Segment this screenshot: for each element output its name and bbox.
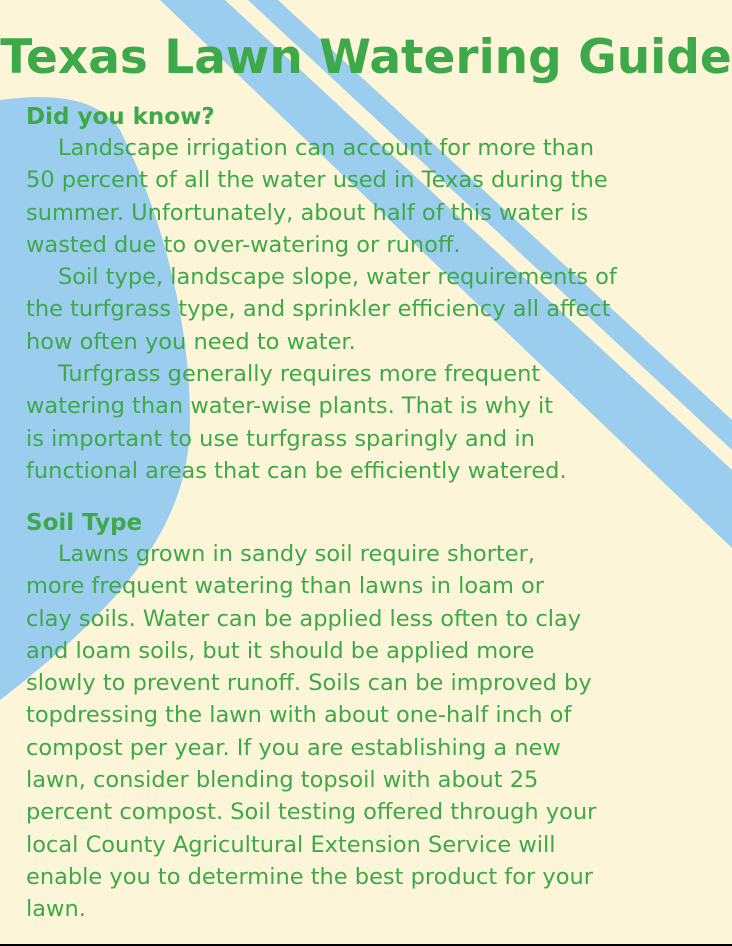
page-title: Texas Lawn Watering Guide bbox=[0, 30, 732, 85]
paragraph bbox=[26, 538, 716, 926]
text-line: how often you need to water. bbox=[26, 328, 356, 355]
text-line: topdressing the lawn with about one-half inch of bbox=[26, 702, 572, 729]
text-line: Soil type, landscape slope, water requirements of bbox=[58, 264, 617, 291]
section-heading: Soil Type bbox=[26, 510, 143, 536]
text-line: functional areas that can be efficiently watered. bbox=[26, 457, 567, 484]
text-line: and loam soils, but it should be applied more bbox=[26, 637, 535, 664]
text-line: enable you to determine the best product for your bbox=[26, 863, 593, 890]
section-heading: Did you know? bbox=[26, 104, 215, 130]
paragraph bbox=[26, 358, 716, 487]
text-line: the turfgrass type, and sprinkler efficiency all affect bbox=[26, 296, 611, 323]
text-line: compost per year. If you are establishing a new bbox=[26, 734, 561, 761]
text-line: clay soils. Water can be applied less often to clay bbox=[26, 605, 582, 632]
text-line: Turfgrass generally requires more frequent bbox=[58, 361, 541, 388]
text-line: wasted due to over-watering or runoff. bbox=[26, 231, 461, 258]
text-line: lawn. bbox=[26, 896, 86, 923]
section-soil-type bbox=[26, 508, 716, 926]
paragraph bbox=[26, 132, 716, 261]
text-line: watering than water-wise plants. That is why it bbox=[26, 393, 554, 420]
text-line: local County Agricultural Extension Service will bbox=[26, 831, 556, 858]
paragraph bbox=[26, 261, 716, 358]
text-line: is important to use turfgrass sparingly and in bbox=[26, 425, 535, 452]
text-line: summer. Unfortunately, about half of this water is bbox=[26, 199, 589, 226]
text-line: lawn, consider blending topsoil with about 25 bbox=[26, 767, 539, 794]
text-line: Lawns grown in sandy soil require shorter, bbox=[58, 541, 536, 567]
text-line: 50 percent of all the water used in Texas during the bbox=[26, 167, 608, 194]
text-line: percent compost. Soil testing offered through your bbox=[26, 799, 597, 826]
text-line: more frequent watering than lawns in loam or bbox=[26, 573, 545, 600]
text-line: slowly to prevent runoff. Soils can be improved by bbox=[26, 670, 592, 697]
text-line: Landscape irrigation can account for more than bbox=[58, 135, 594, 161]
section-did-you-know bbox=[26, 102, 716, 487]
